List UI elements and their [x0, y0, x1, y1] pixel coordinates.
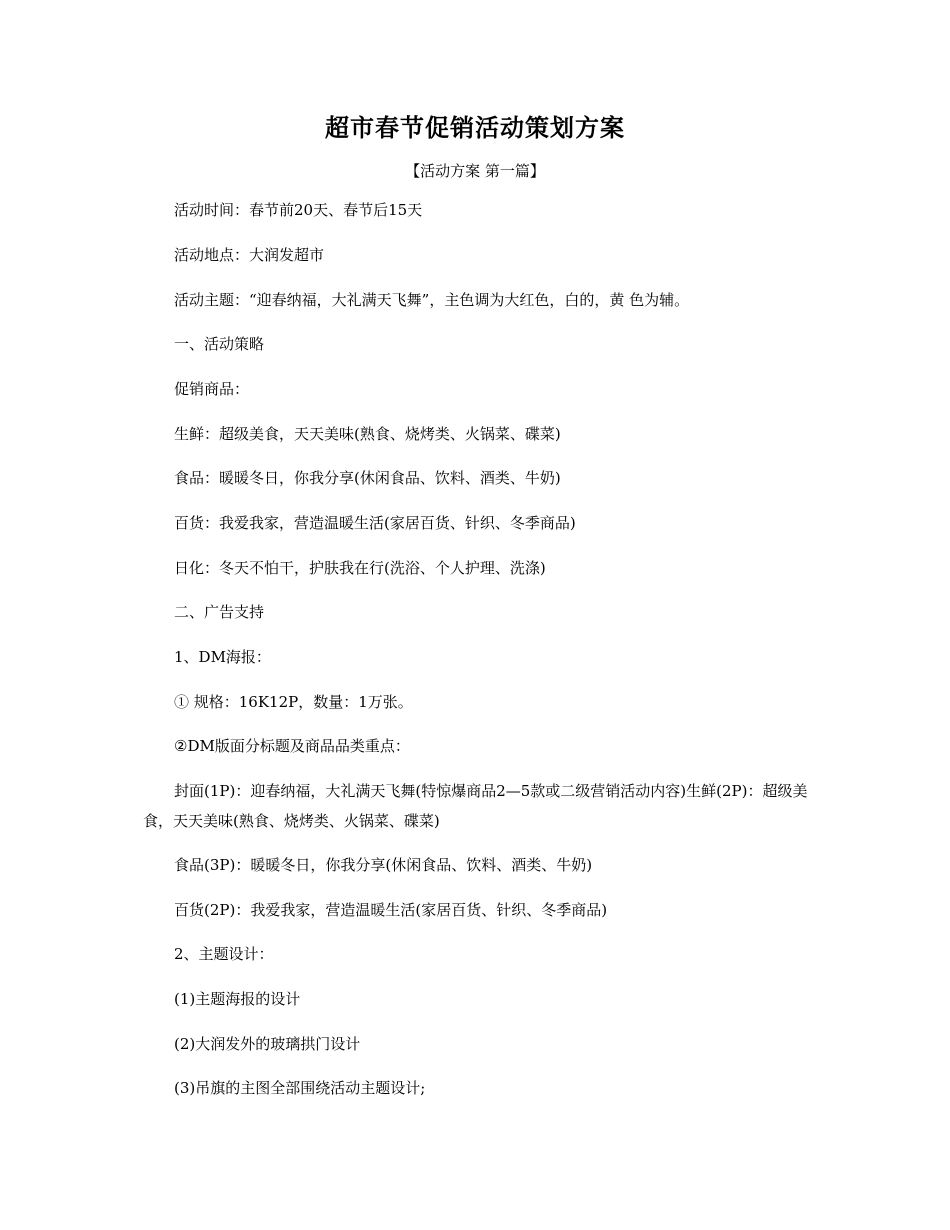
list-item-arch-design: (2)大润发外的玻璃拱门设计 [174, 1035, 361, 1053]
paragraph-activity-theme: 活动主题：“迎春纳福，大礼满天飞舞”，主色调为大红色，白的，黄 色为辅。 [174, 291, 690, 309]
paragraph-promo-goods: 促销商品： [174, 380, 250, 398]
paragraph-spec: ① 规格：16K12P，数量：1万张。 [174, 693, 413, 711]
document-title: 超市春节促销活动策划方案 [325, 113, 625, 142]
paragraph-activity-time: 活动时间：春节前20天、春节后15天 [174, 201, 423, 219]
paragraph-theme-design: 2、主题设计： [174, 945, 274, 963]
document-subtitle: 【活动方案 第一篇】 [405, 162, 545, 180]
paragraph-food-page: 食品(3P)：暖暖冬日，你我分享(休闲食品、饮料、酒类、牛奶) [174, 856, 593, 874]
paragraph-cover: 封面(1P)：迎春纳福，大礼满天飞舞(特惊爆商品2—5款或二级营销活动内容)生鲜(2P)：超级美食，天天美味(熟食、烧烤类、火锅菜、碟菜) [143, 782, 808, 830]
list-item-poster-design: (1)主题海报的设计 [174, 990, 301, 1008]
section-heading-strategy: 一、活动策略 [174, 335, 265, 353]
paragraph-general-goods-page: 百货(2P)：我爱我家，营造温暖生活(家居百货、针织、冬季商品) [174, 901, 608, 919]
paragraph-activity-location: 活动地点：大润发超市 [174, 246, 325, 264]
section-heading-advertising: 二、广告支持 [174, 603, 265, 621]
paragraph-food: 食品：暖暖冬日，你我分享(休闲食品、饮料、酒类、牛奶) [174, 469, 561, 487]
list-item-banner-design: (3)吊旗的主图全部围绕活动主题设计; [174, 1079, 426, 1097]
paragraph-dm-poster: 1、DM海报： [174, 648, 271, 666]
paragraph-general-goods: 百货：我爱我家，营造温暖生活(家居百货、针织、冬季商品) [174, 514, 576, 532]
paragraph-fresh: 生鲜：超级美食，天天美味(熟食、烧烤类、火锅菜、碟菜) [174, 425, 561, 443]
paragraph-daily-chemicals: 日化：冬天不怕干，护肤我在行(洗浴、个人护理、洗涤) [174, 559, 546, 577]
paragraph-dm-layout: ②DM版面分标题及商品品类重点： [174, 737, 410, 755]
